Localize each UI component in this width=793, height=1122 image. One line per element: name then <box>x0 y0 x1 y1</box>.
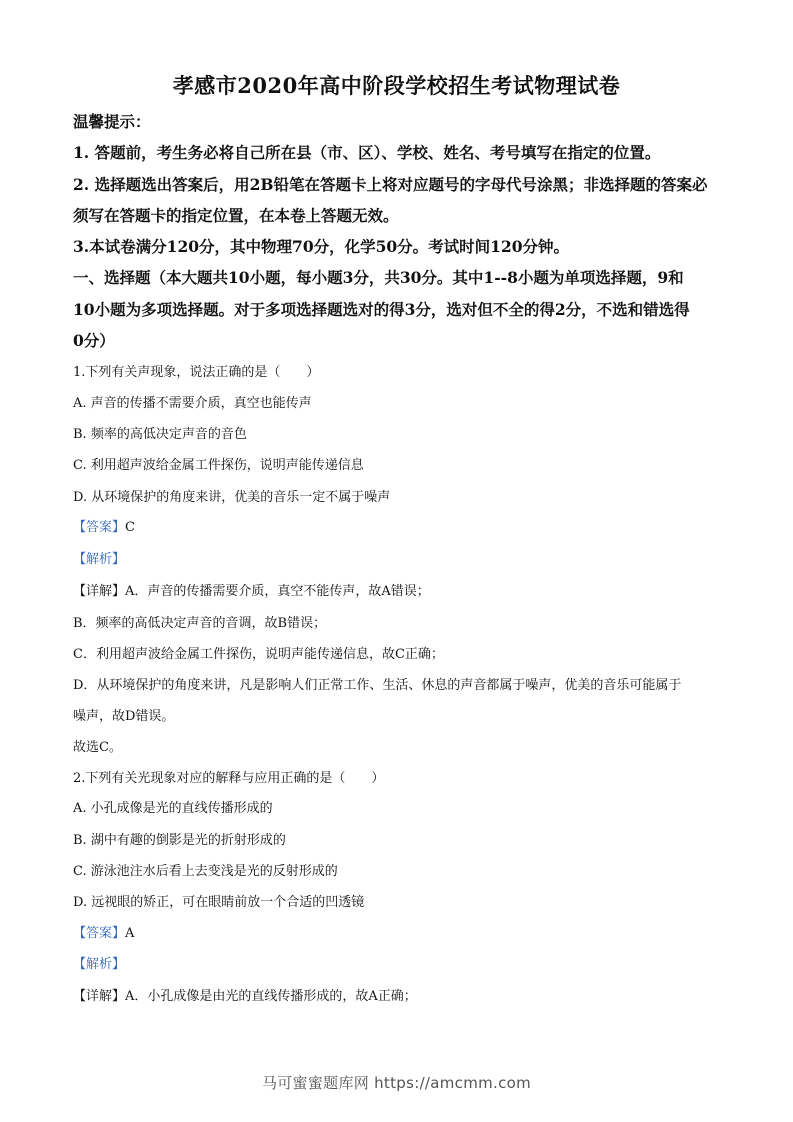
question-2-detail-line-1 <box>73 985 725 1004</box>
tip-heading: 温馨提示： <box>73 112 151 131</box>
detail-text: A．声音的传播需要介质，真空不能传声，故A错误； <box>125 584 430 599</box>
question-1-option-d: D. 从环境保护的角度来讲，优美的音乐一定不属于噪声 <box>73 490 391 505</box>
question-1-option-c: C. 利用超声波给金属工件探伤，说明声能传递信息 <box>73 458 364 473</box>
question-2-analysis-tag: 【解析】 <box>73 957 126 972</box>
question-2-option-b: B. 湖中有趣的倒影是光的折射形成的 <box>73 833 286 848</box>
page-title: 孝感市2020年高中阶段学校招生考试物理试卷 <box>172 73 621 98</box>
answer-tag: 【答案】 <box>73 926 126 941</box>
detail-text: A．小孔成像是由光的直线传播形成的，故A正确； <box>125 989 417 1004</box>
section-heading-line-1: 一、选择题（本大题共10小题，每小题3分，共30分。其中1--8小题为单项选择题，9和 <box>73 268 684 287</box>
tip-line-4: 3.本试卷满分120分，其中物理70分，化学50分。考试时间120分钟。 <box>73 237 570 256</box>
question-1-detail-line-2: B．频率的高低决定声音的音调，故B错误； <box>73 616 327 631</box>
answer-value: A <box>125 926 135 941</box>
question-1-answer <box>73 516 725 535</box>
question-1-detail-line-4: D．从环境保护的角度来讲，凡是影响人们正常工作、生活、休息的声音都属于噪声，优美的音乐可能属于 <box>73 678 682 693</box>
question-2-option-a: A. 小孔成像是光的直线传播形成的 <box>73 801 273 816</box>
question-1-detail-line-5: 噪声，故D错误。 <box>73 709 175 724</box>
question-1-detail-line-3: C．利用超声波给金属工件探伤，说明声能传递信息，故C正确； <box>73 647 444 662</box>
section-heading-line-3: 0分） <box>73 331 115 350</box>
site-watermark-footer: 马可蜜蜜题库网 https://amcmm.com <box>261 1074 532 1092</box>
answer-value: C <box>125 520 135 535</box>
question-1-detail-line-1 <box>73 580 725 599</box>
question-1-option-b: B. 频率的高低决定声音的音色 <box>73 427 247 442</box>
detail-tag: 【详解】 <box>73 584 126 599</box>
tip-line-2: 2. 选择题选出答案后，用2B铅笔在答题卡上将对应题号的字母代号涂黑；非选择题的答案必 <box>73 175 708 194</box>
answer-tag: 【答案】 <box>73 520 126 535</box>
section-heading-line-2: 10小题为多项选择题。对于多项选择题选对的得3分，选对但不全的得2分，不选和错选得 <box>73 300 690 319</box>
question-1-conclusion: 故选C。 <box>73 740 122 755</box>
question-1-stem: 1.下列有关声现象，说法正确的是（ ） <box>73 365 320 380</box>
detail-tag: 【详解】 <box>73 989 126 1004</box>
question-1-analysis-tag: 【解析】 <box>73 552 126 567</box>
question-1-option-a: A. 声音的传播不需要介质，真空也能传声 <box>73 396 312 411</box>
tip-line-3: 须写在答题卡的指定位置，在本卷上答题无效。 <box>73 206 399 225</box>
question-2-answer <box>73 922 725 941</box>
question-2-option-c: C. 游泳池注水后看上去变浅是光的反射形成的 <box>73 864 338 879</box>
question-2-option-d: D. 远视眼的矫正，可在眼睛前放一个合适的凹透镜 <box>73 895 365 910</box>
question-2-stem: 2.下列有关光现象对应的解释与应用正确的是（ ） <box>73 771 385 786</box>
tip-line-1: 1. 答题前，考生务必将自己所在县（市、区）、学校、姓名、考号填写在指定的位置。 <box>73 143 661 162</box>
